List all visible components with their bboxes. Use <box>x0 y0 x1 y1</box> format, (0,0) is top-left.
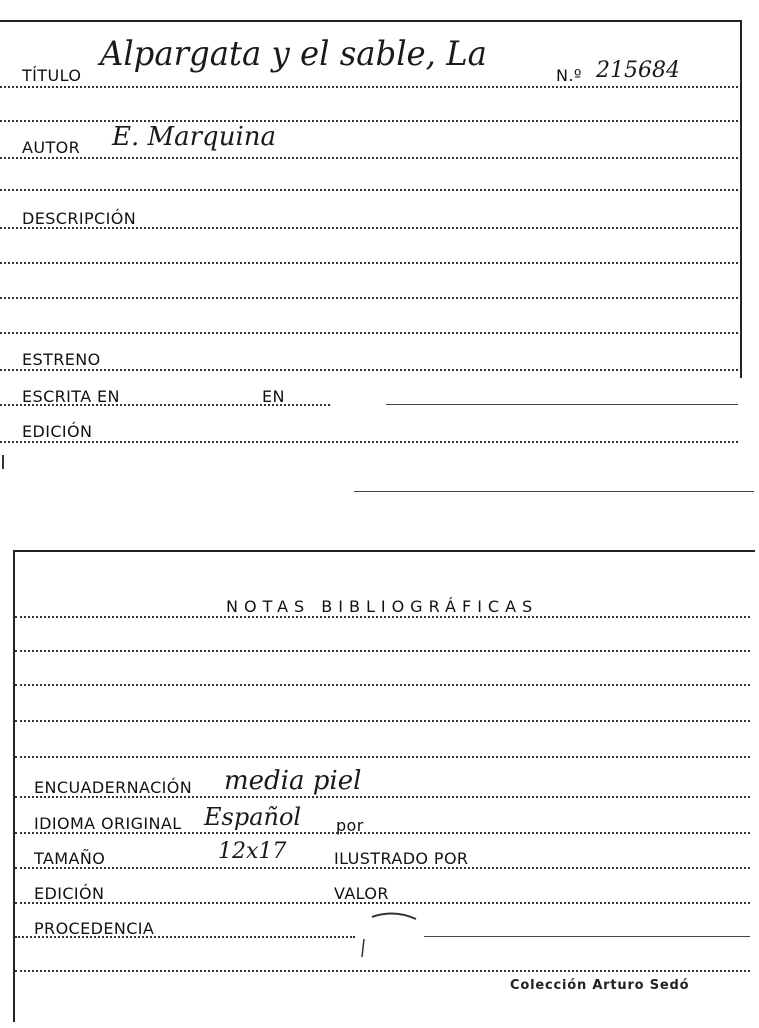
tamano-value: 12x17 <box>218 839 287 864</box>
rule-line <box>0 297 738 299</box>
rule-line <box>15 970 750 972</box>
numero-value: 215684 <box>596 58 680 83</box>
edicion-line-top <box>0 441 738 443</box>
notas-line <box>15 756 750 758</box>
rule-line <box>0 332 738 334</box>
procedencia-label: PROCEDENCIA <box>34 919 155 938</box>
en-label: EN <box>262 387 285 406</box>
estreno-label: ESTRENO <box>22 350 101 369</box>
encuadernacion-label: ENCUADERNACIÓN <box>34 778 193 797</box>
titulo-line <box>0 86 738 88</box>
idioma-value: Español <box>204 803 302 831</box>
notas-heading: NOTAS BIBLIOGRÁFICAS <box>226 597 539 616</box>
edicion-label-top: EDICIÓN <box>22 422 93 441</box>
notas-line <box>15 720 750 722</box>
rule-line <box>0 189 738 191</box>
estreno-line <box>0 369 738 371</box>
collection-footer: Colección Arturo Sedó <box>510 978 690 993</box>
escrita-en-label: ESCRITA EN <box>22 387 120 406</box>
edicion-label-bottom: EDICIÓN <box>34 884 105 903</box>
notas-line <box>15 650 750 652</box>
procedencia-line <box>15 936 355 938</box>
edge-mark <box>2 455 4 469</box>
notas-line <box>15 684 750 686</box>
encuadernacion-value: media piel <box>224 766 362 796</box>
autor-value: E. Marquina <box>112 122 277 152</box>
heading-line <box>15 616 750 618</box>
numero-label: N.º <box>556 66 582 85</box>
card-edge-line <box>354 491 754 492</box>
titulo-value: Alpargata y el sable, La <box>100 34 487 74</box>
tamano-line <box>15 867 750 869</box>
idioma-label: IDIOMA ORIGINAL <box>34 814 182 833</box>
procedencia-line-right <box>424 936 750 937</box>
escrita-en-line <box>0 404 330 406</box>
stamp-arc-mark <box>350 905 430 965</box>
tamano-label: TAMAÑO <box>34 849 106 868</box>
valor-label: VALOR <box>334 884 389 903</box>
descripcion-line <box>0 227 738 229</box>
por-label: por <box>336 816 364 835</box>
edicion-line-bottom <box>15 902 750 904</box>
en-line <box>386 404 738 405</box>
descripcion-label: DESCRIPCIÓN <box>22 209 137 228</box>
ilustrado-label: ILUSTRADO POR <box>334 849 469 868</box>
encuadernacion-line <box>15 796 750 798</box>
rule-line <box>0 120 738 122</box>
idioma-line <box>15 832 750 834</box>
autor-line <box>0 157 738 159</box>
titulo-label: TÍTULO <box>22 66 82 85</box>
autor-label: AUTOR <box>22 138 81 157</box>
rule-line <box>0 262 738 264</box>
